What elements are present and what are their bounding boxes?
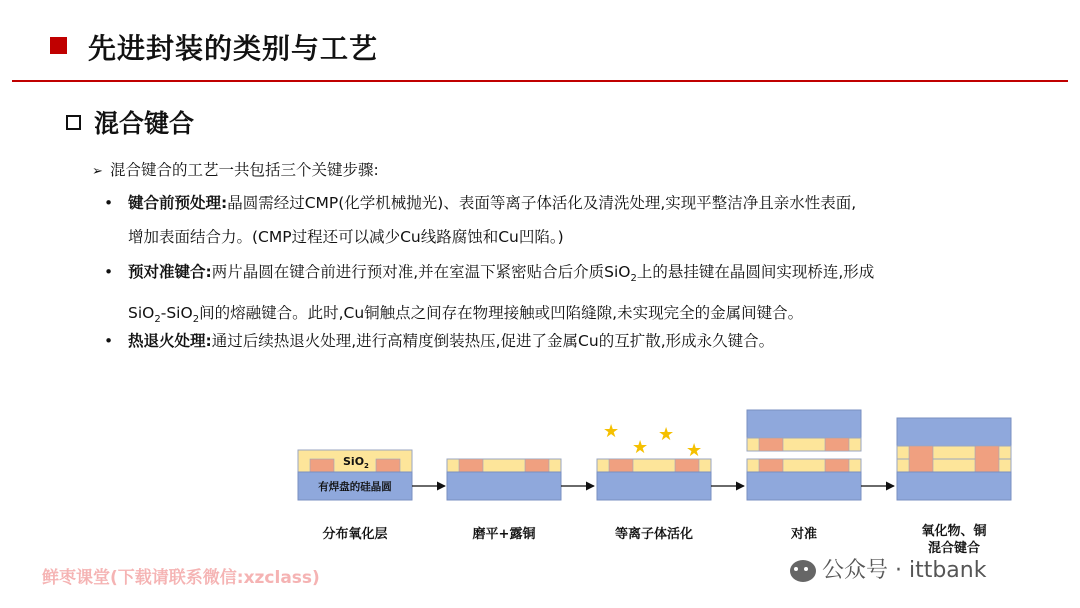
step2-stack — [447, 459, 561, 500]
bullet-term: 键合前预处理: — [128, 194, 228, 212]
bullet-text: SiO — [128, 304, 155, 323]
bullet-text: -SiO — [160, 304, 193, 323]
arrow-bullet-icon: ➢ — [92, 164, 103, 179]
copper-pad — [376, 459, 400, 472]
wafer — [897, 472, 1011, 500]
star-icon: ★ — [632, 437, 649, 458]
sio2-label: SiO$_2$ — [343, 455, 369, 470]
wafer-label: 有焊盘的硅晶圆 — [318, 481, 392, 493]
bullet-text: 间的熔融键合。此时,Cu铜触点之间存在物理接触或凹陷缝隙,未实现完全的金属间键合。 — [199, 304, 804, 323]
step5-bonded-stack — [897, 418, 1011, 500]
copper-pad — [759, 438, 783, 451]
wafer — [747, 472, 861, 500]
bullet-term: 热退火处理: — [128, 332, 212, 350]
copper-pad — [525, 459, 549, 472]
plasma-stars — [603, 421, 702, 461]
step-label-bond — [889, 523, 1019, 557]
wechat-account: 公众号 · ittbank — [822, 558, 987, 583]
bullet-text: 两片晶圆在键合前进行预对准,并在室温下紧密贴合后介质SiO — [211, 263, 631, 281]
wafer — [447, 472, 561, 500]
star-icon: ★ — [686, 440, 703, 461]
star-icon: ★ — [603, 421, 620, 442]
bullet-dot-icon: • — [104, 194, 114, 212]
wafer — [597, 472, 711, 500]
copper-pad — [909, 446, 933, 472]
copper-pad — [310, 459, 334, 472]
wafer — [747, 410, 861, 438]
copper-pad — [825, 459, 849, 472]
bullet-text: 晶圆需经过CMP(化学机械抛光)、表面等离子体活化及清洗处理,实现平整洁净且亲水性表面, — [227, 194, 857, 212]
bullet-dot-icon: • — [104, 263, 114, 281]
step-label-line: 氧化物、铜 — [921, 524, 987, 539]
bullet-term: 预对准键合: — [128, 263, 212, 281]
wechat-icon — [790, 560, 816, 582]
step-label-oxide: 分布氧化层 — [322, 527, 388, 542]
step-label-line: 混合键合 — [927, 541, 980, 556]
copper-pad — [975, 446, 999, 472]
copper-pad — [459, 459, 483, 472]
step4-top-wafer — [747, 410, 861, 451]
page-title: 先进封装的类别与工艺 — [88, 32, 379, 65]
subscript: 2 — [154, 314, 161, 326]
copper-pad — [759, 459, 783, 472]
star-icon: ★ — [658, 424, 675, 445]
copper-pad — [825, 438, 849, 451]
step4-bottom-wafer — [747, 459, 861, 500]
step-label-plasma: 等离子体活化 — [614, 527, 693, 542]
footer-wechat — [790, 553, 986, 584]
step-label-align: 对准 — [790, 527, 817, 542]
subscript: 2 — [192, 314, 200, 326]
bullet-text: 通过后续热退火处理,进行高精度倒装热压,促进了金属Cu的互扩散,形成永久键合。 — [211, 332, 775, 350]
wafer — [897, 418, 1011, 446]
intro-label: 混合键合的工艺一共包括三个关键步骤: — [110, 161, 379, 179]
section-title: 混合键合 — [94, 109, 195, 138]
subscript: 2 — [630, 273, 637, 285]
step3-stack — [597, 459, 711, 500]
bullet-text: 上的悬挂键在晶圆间实现桥连,形成 — [636, 263, 875, 281]
step-label-planarize: 磨平+露铜 — [472, 527, 536, 542]
bullet-text: 增加表面结合力。(CMP过程还可以减少Cu线路腐蚀和Cu凹陷。) — [128, 228, 564, 246]
footer-watermark: 鲜枣课堂(下载请联系微信:xzclass) — [42, 568, 320, 588]
copper-pad — [609, 459, 633, 472]
bullet-dot-icon: • — [104, 332, 114, 350]
